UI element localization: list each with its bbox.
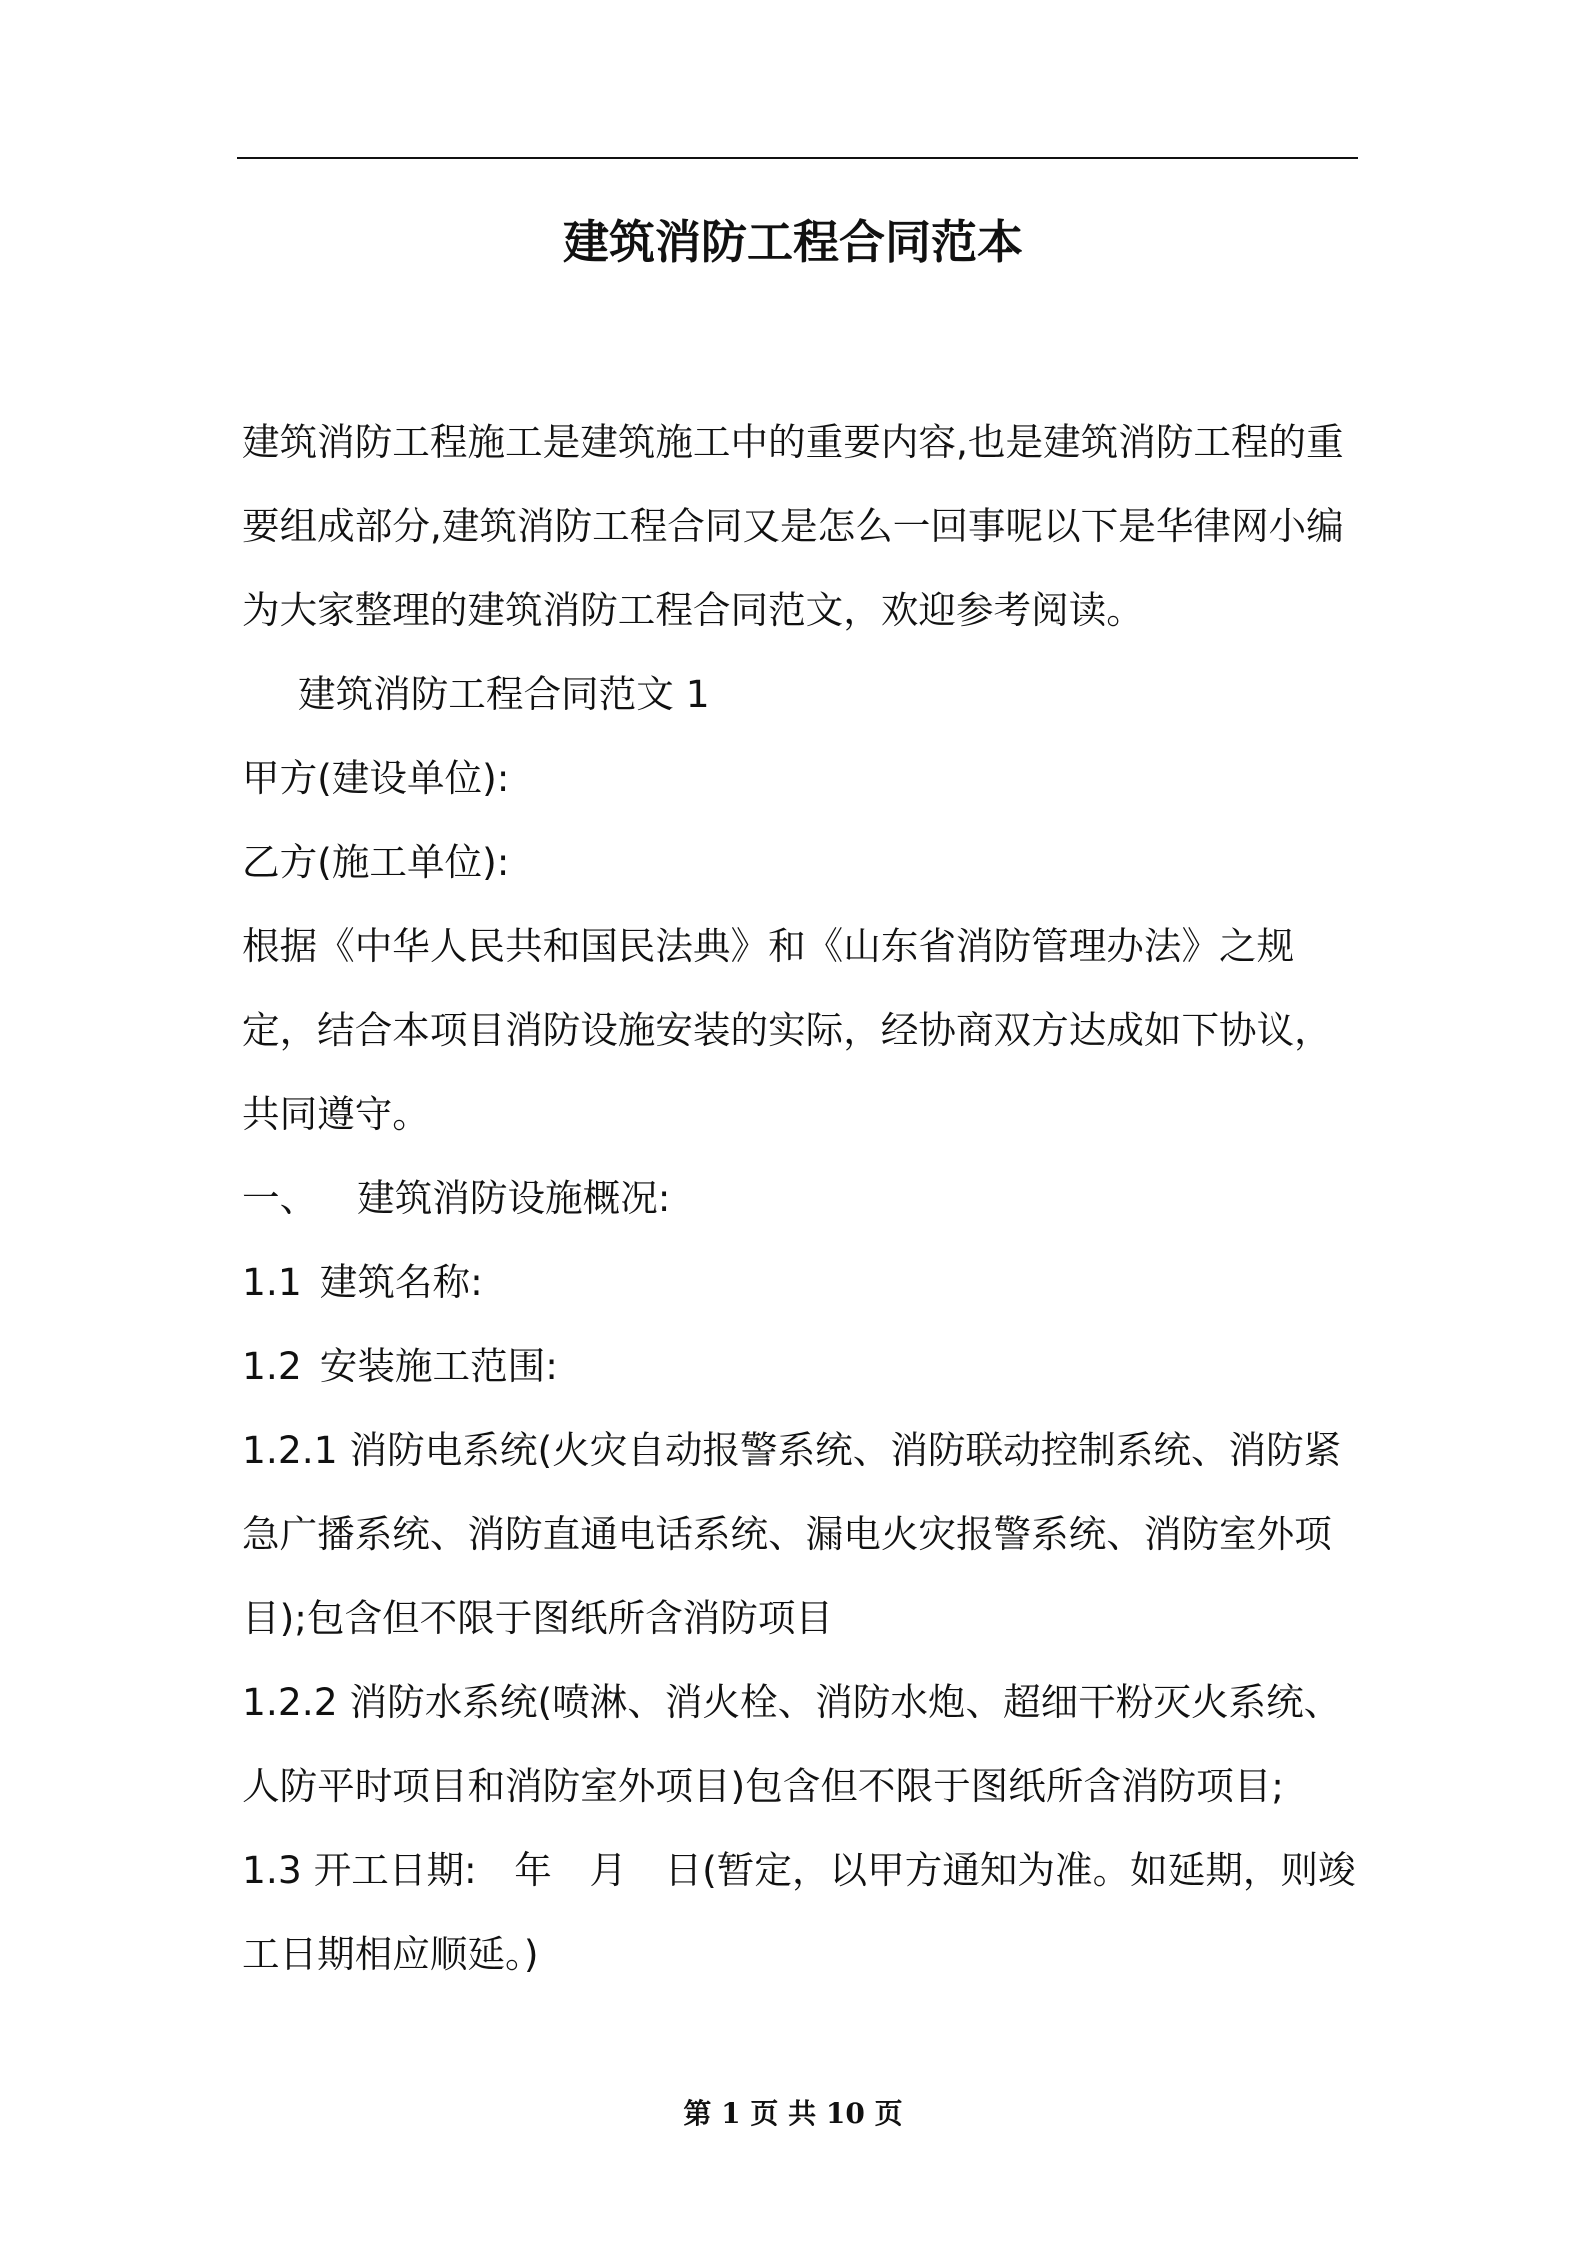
section-1-heading xyxy=(242,1156,1358,1240)
item-1-2-text: 安装施工范围: xyxy=(319,1344,558,1388)
item-1-1-number: 1.1 xyxy=(242,1260,302,1304)
party-b-line: 乙方(施工单位): xyxy=(242,840,510,884)
item-1-2 xyxy=(242,1324,1358,1408)
document-title: 建筑消防工程合同范本 xyxy=(563,215,1023,269)
section-1-title: 建筑消防设施概况: xyxy=(357,1176,671,1220)
contract-subtitle: 建筑消防工程合同范文 1 xyxy=(298,672,710,716)
header-rule xyxy=(237,157,1358,159)
document-body xyxy=(242,400,1358,1996)
item-1-3: 1.3 开工日期: 年 月 日(暂定，以甲方通知为准。如延期，则竣工日期相应顺延。) xyxy=(242,1848,1356,1976)
item-1-2-2: 1.2.2 消防水系统(喷淋、消火栓、消防水炮、超细干粉灭火系统、人防平时项目和消防室外项目)包含但不限于图纸所含消防项目; xyxy=(242,1680,1342,1808)
section-1-number: 一、 xyxy=(242,1176,318,1220)
legal-basis-paragraph: 根据《中华人民共和国民法典》和《山东省消防管理办法》之规定，结合本项目消防设施安装的实际，经协商双方达成如下协议，共同遵守。 xyxy=(242,924,1332,1136)
item-1-2-number: 1.2 xyxy=(242,1344,302,1388)
intro-paragraph: 建筑消防工程施工是建筑施工中的重要内容,也是建筑消防工程的重要组成部分,建筑消防工程合同又是怎么一回事呢以下是华律网小编为大家整理的建筑消防工程合同范文，欢迎参考阅读。 xyxy=(242,420,1344,632)
item-1-1 xyxy=(242,1240,1358,1324)
item-1-1-text: 建筑名称: xyxy=(319,1260,483,1304)
page-footer: 第 1 页 共 10 页 xyxy=(683,2097,903,2130)
item-1-2-1: 1.2.1 消防电系统(火灾自动报警系统、消防联动控制系统、消防紧急广播系统、消防直通电话系统、漏电火灾报警系统、消防室外项目);包含但不限于图纸所含消防项目 xyxy=(242,1428,1342,1640)
party-a-line: 甲方(建设单位): xyxy=(242,756,510,800)
